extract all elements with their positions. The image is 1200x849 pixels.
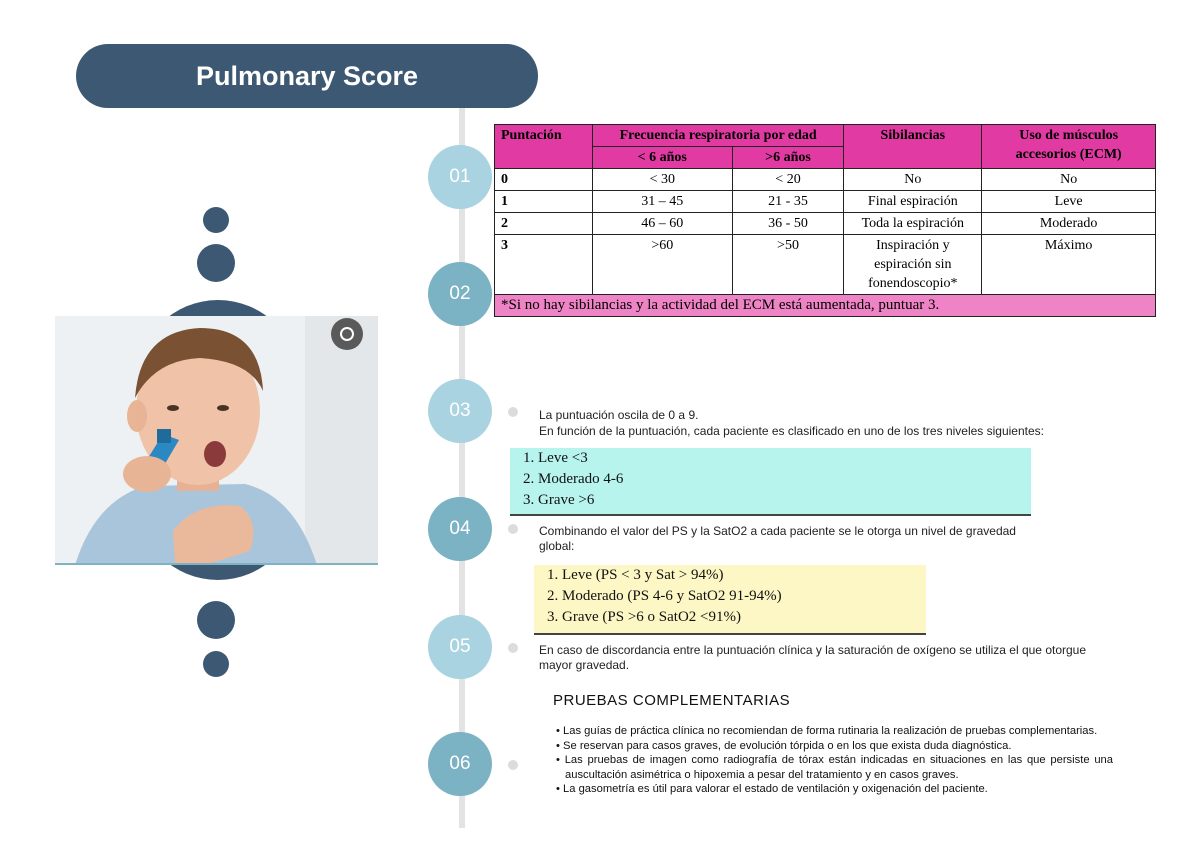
page-title: Pulmonary Score [76,44,538,108]
list-item: • Las pruebas de imagen como radiografía de tórax están indicadas en situaciones en las que persiste una auscultación asimétrica o hipoxemia a pesar del tratamiento y en casos graves. [553,753,1113,782]
step-04: 04 [428,497,492,561]
cell-sibilancias: Final espiración [844,191,982,213]
cell-mayor: 21 - 35 [732,191,844,213]
cell-menor: 31 – 45 [592,191,732,213]
cell-score: 1 [495,191,593,213]
header-sibilancias: Sibilancias [844,125,982,169]
levels-box [510,448,1031,516]
step-03: 03 [428,379,492,443]
cell-ecm: Moderado [982,213,1156,235]
child-inhaler-photo [55,316,378,565]
step-02: 02 [428,262,492,326]
list-item: • Se reservan para casos graves, de evolución tórpida o en los que exista duda diagnóstica. [553,739,1113,754]
cell-sibilancias: No [844,169,982,191]
pruebas-title: PRUEBAS COMPLEMENTARIAS [553,692,791,709]
discordance-text: En caso de discordancia entre la puntuación clínica y la saturación de oxígeno se utiliza el que otorgue mayor gravedad. [539,643,1087,672]
cell-sibilancias: Inspiración y espiración sin fonendoscopio* [844,235,982,295]
table-row [495,213,1156,235]
step-05: 05 [428,615,492,679]
decor-dot [203,651,229,677]
level-item: 3. Grave >6 [538,490,1031,511]
level-item: 1. Leve <3 [538,448,1031,469]
cell-ecm: No [982,169,1156,191]
table-row [495,169,1156,191]
cell-score: 0 [495,169,593,191]
intro-line-1: La puntuación oscila de 0 a 9. [539,408,699,422]
global-level-item: 1. Leve (PS < 3 y Sat > 94%) [562,565,926,586]
header-mayor-6: >6 años [732,147,844,169]
table-row [495,191,1156,213]
intro-line-2: En función de la puntuación, cada paciente es clasificado en uno de los tres niveles siguientes: [539,424,1044,438]
step-06: 06 [428,732,492,796]
combined-text: Combinando el valor del PS y la SatO2 a cada paciente se le otorga un nivel de gravedad global: [539,524,1016,553]
bullet-dot [508,760,518,770]
cell-ecm: Máximo [982,235,1156,295]
decor-dot [203,207,229,233]
level-item: 2. Moderado 4-6 [538,469,1031,490]
header-musculos: Uso de músculos accesorios (ECM) [982,125,1156,169]
decor-dot [197,601,235,639]
table-row [495,235,1156,295]
list-item: • Las guías de práctica clínica no recomiendan de forma rutinaria la realización de pruebas complementarias. [553,724,1113,739]
cell-score: 2 [495,213,593,235]
bullet-dot [508,643,518,653]
cell-mayor: 36 - 50 [732,213,844,235]
decor-dot [197,244,235,282]
child-inhaler-illustration [55,316,378,565]
cell-mayor: < 20 [732,169,844,191]
global-levels-box [534,565,926,635]
global-level-item: 2. Moderado (PS 4-6 y SatO2 91-94%) [562,586,926,607]
cell-menor: >60 [592,235,732,295]
cell-menor: 46 – 60 [592,213,732,235]
cell-sibilancias: Toda la espiración [844,213,982,235]
table-footnote: *Si no hay sibilancias y la actividad del ECM está aumentada, puntuar 3. [495,295,1156,317]
header-menor-6: < 6 años [592,147,732,169]
global-level-item: 3. Grave (PS >6 o SatO2 <91%) [562,607,926,628]
list-item: • La gasometría es útil para valorar el estado de ventilación y oxigenación del paciente. [553,782,1113,797]
pulmonary-score-table [494,124,1156,317]
bullet-dot [508,407,518,417]
header-frecuencia: Frecuencia respiratoria por edad [592,125,843,147]
bullet-dot [508,524,518,534]
photo-underline [55,563,378,565]
cell-menor: < 30 [592,169,732,191]
header-puntuacion: Puntación [495,125,593,169]
step-01: 01 [428,145,492,209]
cell-score: 3 [495,235,593,295]
timeline-line [459,108,465,828]
pruebas-list [553,724,1113,797]
cell-mayor: >50 [732,235,844,295]
cell-ecm: Leve [982,191,1156,213]
